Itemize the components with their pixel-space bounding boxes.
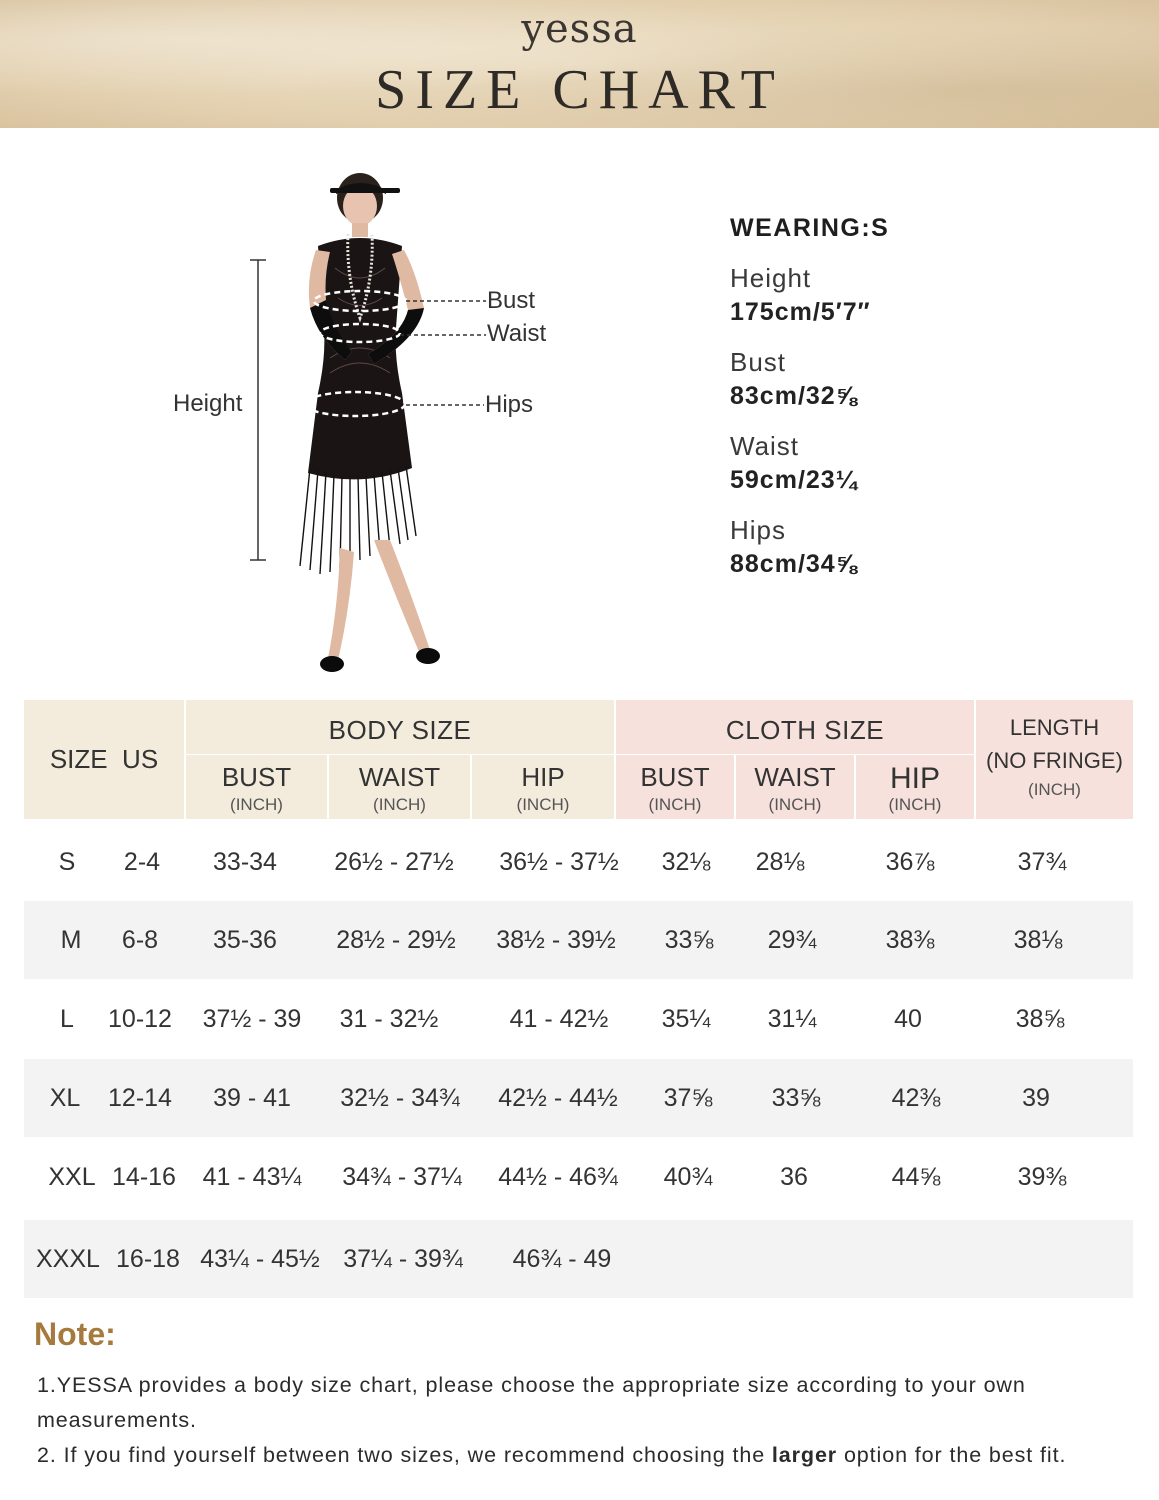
cell-cloth-waist: 29¾ bbox=[767, 926, 817, 954]
cell-us: 6-8 bbox=[121, 926, 159, 954]
cell-length: 39⅜ bbox=[1017, 1163, 1067, 1191]
header-banner bbox=[0, 0, 1159, 128]
size-us-header: SIZE US bbox=[49, 744, 159, 774]
cell-waist: 26½ - 27½ bbox=[334, 848, 454, 876]
cloth-hip-header: HIP bbox=[889, 762, 940, 795]
measure-waist bbox=[730, 431, 1130, 495]
cell-size: XL bbox=[49, 1084, 81, 1112]
measure-value: 59cm/23¼ bbox=[730, 466, 858, 494]
cell-cloth-hip: 44⅝ bbox=[891, 1163, 941, 1191]
body-hip-unit: (INCH) bbox=[516, 795, 570, 814]
label-hips: Hips bbox=[485, 391, 534, 418]
cloth-size-title: CLOTH SIZE bbox=[725, 715, 885, 745]
measure-value: 175cm/5′7″ bbox=[730, 298, 871, 326]
body-size-title: BODY SIZE bbox=[328, 715, 472, 745]
cell-hip: 38½ - 39½ bbox=[496, 926, 616, 954]
cell-us: 14-16 bbox=[112, 1163, 176, 1191]
cell-size: M bbox=[60, 926, 82, 954]
cell-waist: 28½ - 29½ bbox=[336, 926, 456, 954]
cell-waist: 32½ - 34¾ bbox=[340, 1084, 460, 1112]
cell-cloth-waist: 31¼ bbox=[767, 1005, 817, 1033]
note-line-1: 1.YESSA provides a body size chart, please choose the appropriate size according to your own measurements. bbox=[37, 1373, 1026, 1432]
length-unit: (INCH) bbox=[1028, 780, 1081, 799]
cell-waist: 31 - 32½ bbox=[339, 1005, 439, 1033]
cloth-waist-header: WAIST bbox=[754, 762, 836, 792]
note-line-2-pre: 2. If you find yourself between two sizes, we recommend choosing the bbox=[37, 1443, 772, 1467]
cloth-bust-header: BUST bbox=[640, 762, 710, 792]
size-table bbox=[24, 700, 1133, 1298]
cell-cloth-hip: 40 bbox=[894, 1005, 922, 1033]
table-row bbox=[24, 1138, 1133, 1216]
length-header-line1: LENGTH bbox=[1009, 715, 1100, 740]
cell-hip: 36½ - 37½ bbox=[499, 848, 619, 876]
table-row bbox=[24, 1220, 1133, 1298]
measure-bust bbox=[730, 347, 1130, 411]
cell-hip: 44½ - 46¾ bbox=[498, 1163, 618, 1191]
cell-size: L bbox=[60, 1005, 74, 1033]
cell-cloth-waist: 28⅛ bbox=[755, 848, 805, 876]
cell-cloth-waist: 36 bbox=[780, 1163, 808, 1191]
cell-cloth-hip: 38⅜ bbox=[885, 926, 935, 954]
cell-us: 12-14 bbox=[108, 1084, 172, 1112]
cell-cloth-bust: 32⅛ bbox=[661, 848, 711, 876]
cell-bust: 33-34 bbox=[213, 848, 277, 876]
length-header-line2: (NO FRINGE) bbox=[986, 748, 1123, 773]
note-line-2-bold: larger bbox=[771, 1443, 838, 1467]
body-bust-unit: (INCH) bbox=[230, 795, 283, 814]
measure-label: Height bbox=[730, 263, 812, 293]
cell-hip: 46¾ - 49 bbox=[512, 1245, 612, 1273]
cell-us: 2-4 bbox=[123, 848, 161, 876]
brand-logo: yessa bbox=[521, 6, 638, 52]
measure-value: 83cm/32⅝ bbox=[730, 382, 858, 410]
table-row bbox=[24, 980, 1133, 1058]
cell-cloth-waist bbox=[744, 1220, 844, 1298]
body-waist-header: WAIST bbox=[358, 762, 441, 792]
cell-length: 39 bbox=[1022, 1084, 1050, 1112]
cell-cloth-hip bbox=[866, 1220, 966, 1298]
measure-label: Bust bbox=[730, 347, 787, 377]
label-waist: Waist bbox=[487, 320, 547, 347]
cell-bust: 43¼ - 45½ bbox=[200, 1245, 320, 1273]
wearing-panel bbox=[730, 214, 1130, 579]
cloth-hip-unit: (INCH) bbox=[888, 795, 942, 814]
table-row bbox=[24, 901, 1133, 979]
wearing-title: WEARING:S bbox=[730, 214, 890, 242]
measure-label: Hips bbox=[730, 515, 787, 545]
cell-cloth-bust: 40¾ bbox=[663, 1163, 713, 1191]
model-figure-area bbox=[0, 128, 700, 698]
cell-cloth-bust: 37⅝ bbox=[663, 1084, 713, 1112]
table-row bbox=[24, 823, 1133, 901]
cell-bust: 37½ - 39 bbox=[202, 1005, 302, 1033]
measure-hips bbox=[730, 515, 1130, 579]
cell-length bbox=[992, 1220, 1092, 1298]
cell-length: 37¾ bbox=[1017, 848, 1067, 876]
cell-waist: 37¼ - 39¾ bbox=[343, 1245, 463, 1273]
cell-cloth-waist: 33⅝ bbox=[771, 1084, 821, 1112]
label-bust: Bust bbox=[487, 287, 536, 314]
body-bust-header: BUST bbox=[221, 762, 292, 792]
cell-length: 38⅛ bbox=[1013, 926, 1063, 954]
note-title: Note: bbox=[34, 1316, 116, 1352]
measure-value: 88cm/34⅝ bbox=[730, 550, 858, 578]
cell-cloth-bust bbox=[638, 1220, 738, 1298]
cell-cloth-hip: 42⅜ bbox=[891, 1084, 941, 1112]
cloth-bust-unit: (INCH) bbox=[648, 795, 702, 814]
body-waist-unit: (INCH) bbox=[373, 795, 426, 814]
page-title: SIZE CHART bbox=[375, 59, 784, 121]
height-measure-line bbox=[250, 260, 266, 560]
cell-bust: 35-36 bbox=[213, 926, 277, 954]
cell-hip: 42½ - 44½ bbox=[498, 1084, 618, 1112]
measure-label: Waist bbox=[730, 431, 800, 461]
cell-size: XXXL bbox=[36, 1245, 100, 1273]
table-row bbox=[24, 1059, 1133, 1137]
note-line-2-post: option for the best fit. bbox=[837, 1443, 1067, 1467]
cell-waist: 34¾ - 37¼ bbox=[342, 1163, 462, 1191]
label-height: Height bbox=[173, 390, 243, 417]
cell-length: 38⅝ bbox=[1015, 1005, 1065, 1033]
cloth-waist-unit: (INCH) bbox=[768, 795, 822, 814]
cell-size: S bbox=[58, 848, 76, 876]
cell-size: XXL bbox=[48, 1163, 96, 1191]
cell-us: 10-12 bbox=[108, 1005, 172, 1033]
measure-height bbox=[730, 263, 1130, 327]
model-illustration bbox=[150, 168, 570, 688]
cell-cloth-hip: 36⅞ bbox=[885, 848, 935, 876]
cell-bust: 39 - 41 bbox=[213, 1084, 291, 1112]
note-line-2 bbox=[37, 1438, 1127, 1473]
cell-bust: 41 - 43¼ bbox=[202, 1163, 302, 1191]
body-hip-header: HIP bbox=[521, 762, 565, 792]
cell-cloth-bust: 33⅝ bbox=[664, 926, 714, 954]
cell-us: 16-18 bbox=[116, 1245, 180, 1273]
cell-hip: 41 - 42½ bbox=[509, 1005, 609, 1033]
cell-cloth-bust: 35¼ bbox=[661, 1005, 711, 1033]
